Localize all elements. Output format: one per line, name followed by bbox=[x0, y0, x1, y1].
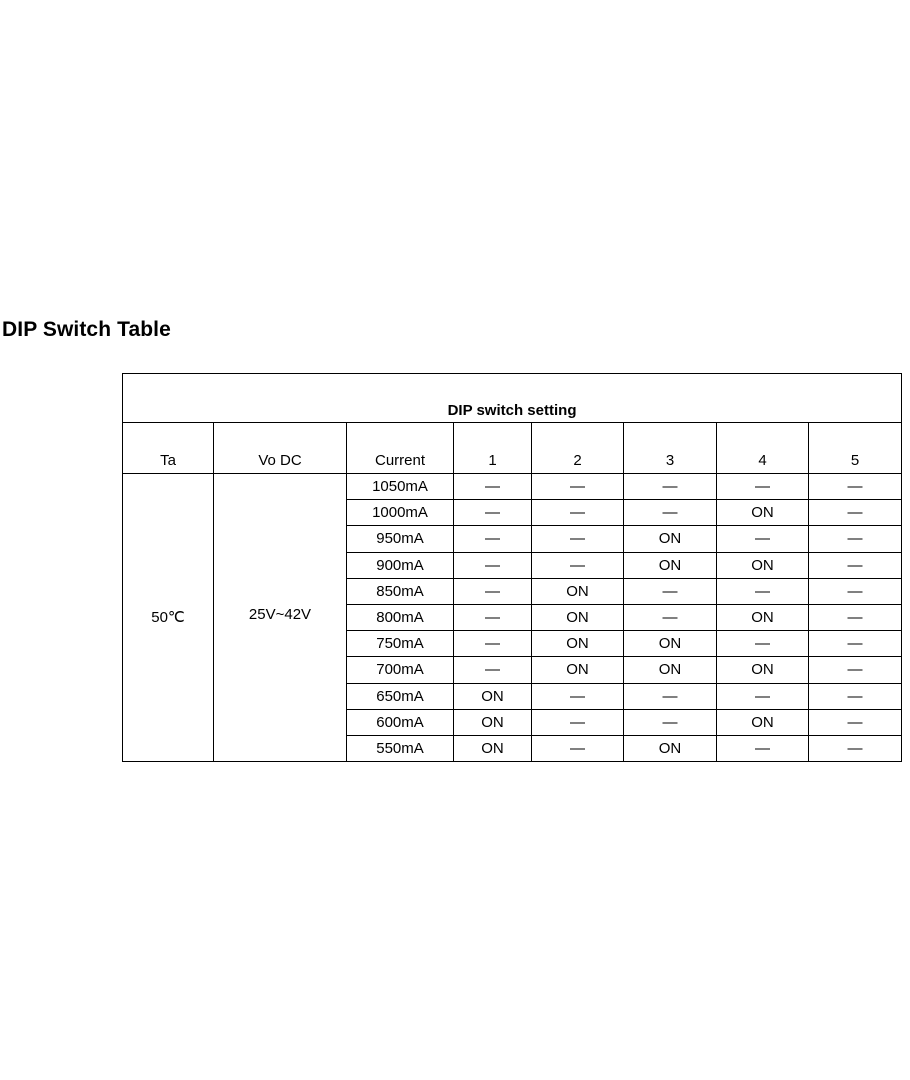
switch-5-cell: — bbox=[809, 657, 902, 683]
current-cell: 900mA bbox=[347, 552, 454, 578]
switch-4-cell: — bbox=[717, 526, 809, 552]
ta-value-cell: 50℃ bbox=[123, 474, 214, 762]
switch-1-cell: ON bbox=[454, 735, 532, 761]
switch-1-cell: — bbox=[454, 526, 532, 552]
switch-5-cell: — bbox=[809, 474, 902, 500]
switch-2-cell: ON bbox=[532, 657, 624, 683]
switch-4-cell: ON bbox=[717, 709, 809, 735]
switch-4-cell: ON bbox=[717, 604, 809, 630]
column-header-switch-5: 5 bbox=[809, 423, 902, 474]
switch-1-cell: — bbox=[454, 474, 532, 500]
switch-3-cell: ON bbox=[624, 631, 717, 657]
switch-4-cell: — bbox=[717, 578, 809, 604]
switch-4-cell: ON bbox=[717, 500, 809, 526]
column-header-switch-1: 1 bbox=[454, 423, 532, 474]
switch-5-cell: — bbox=[809, 709, 902, 735]
switch-2-cell: — bbox=[532, 683, 624, 709]
switch-5-cell: — bbox=[809, 631, 902, 657]
switch-1-cell: — bbox=[454, 657, 532, 683]
current-cell: 700mA bbox=[347, 657, 454, 683]
column-header-vo-dc: Vo DC bbox=[214, 423, 347, 474]
switch-4-cell: — bbox=[717, 631, 809, 657]
current-cell: 1050mA bbox=[347, 474, 454, 500]
current-cell: 950mA bbox=[347, 526, 454, 552]
switch-2-cell: ON bbox=[532, 631, 624, 657]
switch-3-cell: — bbox=[624, 500, 717, 526]
switch-5-cell: — bbox=[809, 578, 902, 604]
current-cell: 750mA bbox=[347, 631, 454, 657]
column-header-switch-3: 3 bbox=[624, 423, 717, 474]
switch-1-cell: — bbox=[454, 500, 532, 526]
switch-2-cell: — bbox=[532, 500, 624, 526]
switch-3-cell: ON bbox=[624, 552, 717, 578]
current-cell: 550mA bbox=[347, 735, 454, 761]
table-row bbox=[123, 474, 902, 500]
switch-2-cell: — bbox=[532, 526, 624, 552]
switch-5-cell: — bbox=[809, 500, 902, 526]
switch-4-cell: — bbox=[717, 474, 809, 500]
current-cell: 850mA bbox=[347, 578, 454, 604]
switch-4-cell: ON bbox=[717, 657, 809, 683]
switch-3-cell: ON bbox=[624, 657, 717, 683]
switch-2-cell: — bbox=[532, 709, 624, 735]
current-cell: 1000mA bbox=[347, 500, 454, 526]
switch-1-cell: ON bbox=[454, 683, 532, 709]
column-header-ta: Ta bbox=[123, 423, 214, 474]
switch-5-cell: — bbox=[809, 604, 902, 630]
vo-dc-value-cell: 25V~42V bbox=[214, 474, 347, 762]
column-header-switch-4: 4 bbox=[717, 423, 809, 474]
switch-2-cell: — bbox=[532, 735, 624, 761]
switch-2-cell: ON bbox=[532, 604, 624, 630]
switch-1-cell: — bbox=[454, 552, 532, 578]
column-header-current: Current bbox=[347, 423, 454, 474]
switch-3-cell: — bbox=[624, 709, 717, 735]
switch-5-cell: — bbox=[809, 526, 902, 552]
switch-4-cell: ON bbox=[717, 552, 809, 578]
column-header-switch-2: 2 bbox=[532, 423, 624, 474]
switch-1-cell: — bbox=[454, 631, 532, 657]
switch-4-cell: — bbox=[717, 683, 809, 709]
switch-5-cell: — bbox=[809, 552, 902, 578]
switch-3-cell: — bbox=[624, 683, 717, 709]
switch-5-cell: — bbox=[809, 735, 902, 761]
switch-3-cell: — bbox=[624, 474, 717, 500]
switch-2-cell: — bbox=[532, 552, 624, 578]
switch-1-cell: — bbox=[454, 604, 532, 630]
switch-3-cell: — bbox=[624, 578, 717, 604]
dip-switch-setting-header: DIP switch setting bbox=[123, 374, 902, 423]
current-cell: 600mA bbox=[347, 709, 454, 735]
switch-2-cell: — bbox=[532, 474, 624, 500]
switch-3-cell: ON bbox=[624, 526, 717, 552]
dip-switch-table bbox=[122, 373, 902, 762]
switch-1-cell: ON bbox=[454, 709, 532, 735]
switch-3-cell: ON bbox=[624, 735, 717, 761]
switch-2-cell: ON bbox=[532, 578, 624, 604]
current-cell: 800mA bbox=[347, 604, 454, 630]
switch-3-cell: — bbox=[624, 604, 717, 630]
current-cell: 650mA bbox=[347, 683, 454, 709]
switch-4-cell: — bbox=[717, 735, 809, 761]
switch-5-cell: — bbox=[809, 683, 902, 709]
switch-1-cell: — bbox=[454, 578, 532, 604]
page-title: DIP Switch Table bbox=[2, 318, 171, 341]
